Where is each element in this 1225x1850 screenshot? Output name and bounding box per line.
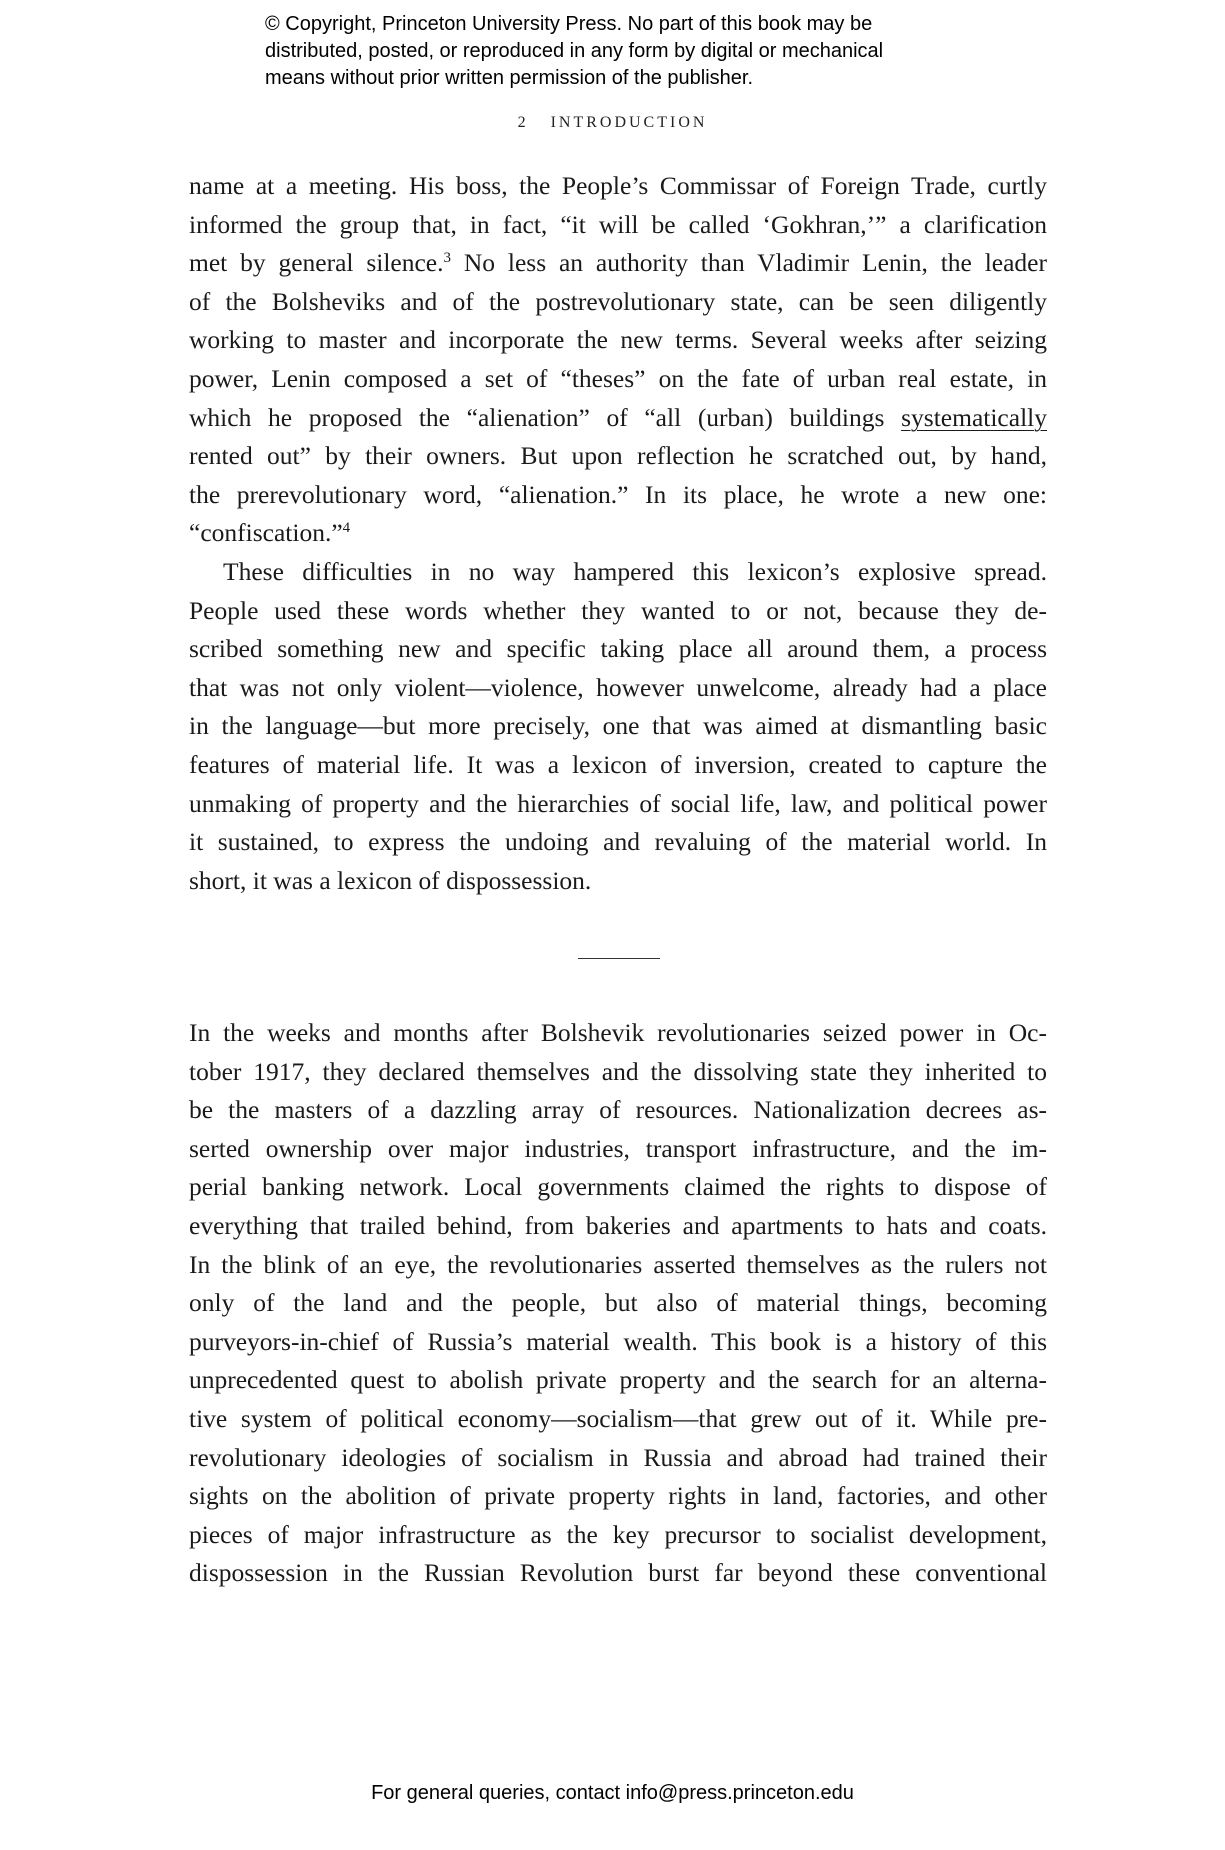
text-line	[189, 1053, 1047, 1092]
text-segment: unmaking of property and the hierarchies of social life, law, and political power	[189, 788, 1047, 818]
text-line	[189, 1284, 1047, 1323]
text-line	[189, 283, 1047, 322]
text-segment: tober 1917, they declared themselves and the dissolving state they inherited to	[189, 1056, 1047, 1086]
text-line	[189, 244, 1047, 283]
text-segment: pieces of major infrastructure as the key precursor to socialist development,	[189, 1519, 1047, 1549]
text-segment: tive system of political economy—socialism—that grew out of it. While pre-	[189, 1403, 1047, 1433]
text-line	[189, 1361, 1047, 1400]
text-line	[189, 823, 1047, 862]
text-line	[189, 1554, 1047, 1593]
text-segment: These difficulties in no way hampered this lexicon’s explosive spread.	[223, 556, 1047, 586]
text-segment: perial banking network. Local governments claimed the rights to dispose of	[189, 1172, 1047, 1202]
text-line	[189, 437, 1047, 476]
text-segment: revolutionary ideologies of socialism in Russia and abroad had trained their	[189, 1442, 1047, 1472]
text-line	[189, 167, 1047, 206]
running-head	[0, 114, 1225, 132]
text-segment: informed the group that, in fact, “it will be called ‘Gokhran,’” a clarification	[189, 209, 1047, 239]
text-line	[189, 206, 1047, 245]
text-segment: “confiscation.”	[189, 518, 343, 548]
text-line	[189, 476, 1047, 515]
text-line	[189, 630, 1047, 669]
text-line	[189, 707, 1047, 746]
text-line	[189, 514, 1047, 553]
text-segment: unprecedented quest to abolish private property and the search for an alterna-	[189, 1365, 1047, 1395]
text-line	[189, 360, 1047, 399]
chapter-title: INTRODUCTION	[550, 114, 708, 131]
text-line	[189, 1400, 1047, 1439]
copyright-notice	[265, 11, 883, 92]
footnote-marker: 4	[342, 520, 351, 537]
paragraph	[189, 167, 1047, 553]
text-segment: No less an authority than Vladimir Lenin, the leader	[451, 248, 1047, 278]
text-line	[189, 1516, 1047, 1555]
copyright-line: means without prior written permission of the publisher.	[265, 67, 754, 89]
body-text-top	[189, 167, 1047, 900]
text-line	[189, 1130, 1047, 1169]
text-segment: that was not only violent—violence, however unwelcome, already had a place	[189, 672, 1047, 702]
text-segment: everything that trailed behind, from bakeries and apartments to hats and coats.	[189, 1210, 1047, 1240]
footnote-marker: 3	[443, 250, 451, 267]
text-line	[189, 1168, 1047, 1207]
text-line	[189, 746, 1047, 785]
text-line	[189, 1477, 1047, 1516]
text-line	[189, 1439, 1047, 1478]
text-segment: only of the land and the people, but also of material things, becoming	[189, 1288, 1047, 1318]
text-segment: the prerevolutionary word, “alienation.” In its place, he wrote a new one:	[189, 479, 1047, 509]
text-segment: scribed something new and specific taking place all around them, a process	[189, 634, 1047, 664]
text-segment: be the masters of a dazzling array of resources. Nationalization decrees as-	[189, 1095, 1047, 1125]
text-line	[189, 321, 1047, 360]
text-line	[189, 399, 1047, 438]
text-segment: dispossession in the Russian Revolution burst far beyond these conventional	[189, 1558, 1047, 1588]
copyright-line: distributed, posted, or reproduced in any form by digital or mechanical	[265, 40, 884, 62]
text-line	[189, 669, 1047, 708]
footer-contact: For general queries, contact info@press.princeton.edu	[371, 1782, 854, 1804]
text-segment: In the blink of an eye, the revolutionaries asserted themselves as the rulers not	[189, 1249, 1047, 1279]
text-line	[189, 553, 1047, 592]
text-segment: name at a meeting. His boss, the People’s Commissar of Foreign Trade, curtly	[189, 171, 1047, 200]
text-segment: which he proposed the “alienation” of “all (urban) buildings	[189, 402, 902, 432]
text-segment: working to master and incorporate the new terms. Several weeks after seizing	[189, 325, 1047, 355]
text-segment: features of material life. It was a lexicon of inversion, created to capture the	[189, 749, 1047, 779]
text-segment: short, it was a lexicon of dispossession.	[189, 865, 592, 895]
text-segment: In the weeks and months after Bolshevik revolutionaries seized power in Oc-	[189, 1018, 1047, 1047]
text-line	[189, 785, 1047, 824]
copyright-line: © Copyright, Princeton University Press. No part of this book may be	[265, 13, 873, 35]
text-segment: of the Bolsheviks and of the postrevolutionary state, can be seen diligently	[189, 286, 1047, 316]
text-line	[189, 1207, 1047, 1246]
text-segment: People used these words whether they wanted to or not, because they de-	[189, 595, 1047, 625]
paragraph	[189, 553, 1047, 900]
text-segment: sights on the abolition of private property rights in land, factories, and other	[189, 1481, 1047, 1511]
text-segment: met by general silence.	[189, 248, 444, 278]
text-segment: systematically	[901, 402, 1047, 432]
text-line	[189, 862, 1047, 901]
text-line	[189, 592, 1047, 631]
text-segment: in the language—but more precisely, one that was aimed at dismantling basic	[189, 711, 1047, 741]
text-line	[189, 1323, 1047, 1362]
text-segment: purveyors-in-chief of Russia’s material wealth. This book is a history of this	[189, 1326, 1047, 1356]
paragraph	[189, 1014, 1047, 1593]
text-line	[189, 1091, 1047, 1130]
text-segment: power, Lenin composed a set of “theses” on the fate of urban real estate, in	[189, 363, 1047, 393]
text-line	[189, 1246, 1047, 1285]
text-segment: rented out” by their owners. But upon reflection he scratched out, by hand,	[189, 441, 1047, 471]
section-break-rule	[578, 958, 660, 959]
text-line	[189, 1014, 1047, 1053]
page-number: 2	[517, 114, 529, 131]
text-segment: serted ownership over major industries, transport infrastructure, and the im-	[189, 1133, 1047, 1163]
text-segment: it sustained, to express the undoing and revaluing of the material world. In	[189, 827, 1047, 857]
body-text-bottom	[189, 1014, 1047, 1593]
